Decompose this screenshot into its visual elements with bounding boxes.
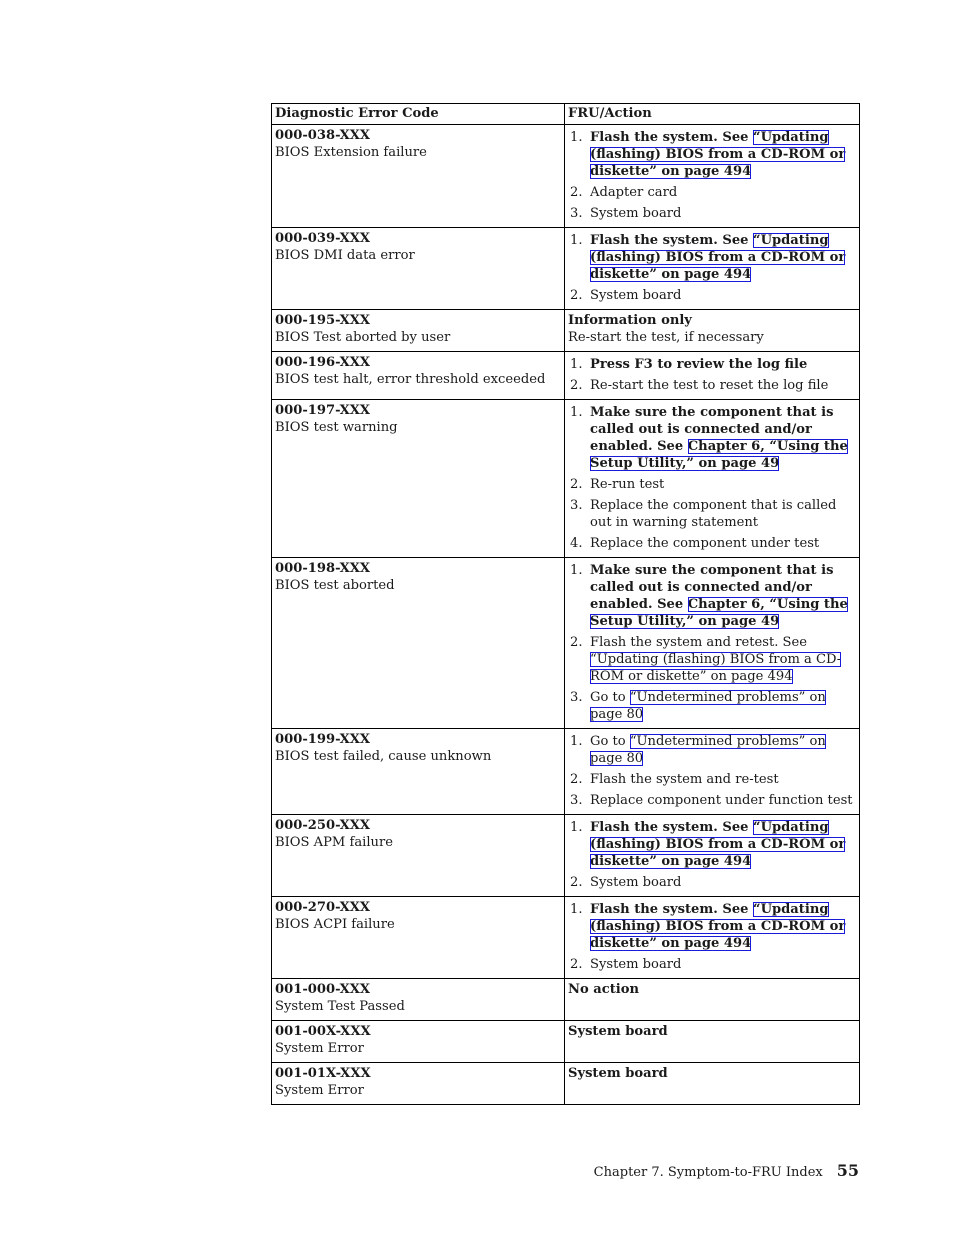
cross-reference-link[interactable]: “Updating (flashing) BIOS from a CD-ROM or diskette” on page 494 <box>590 233 846 282</box>
action-list <box>568 901 856 973</box>
action-text: System board <box>590 957 682 972</box>
action-text: Flash the system and re-test <box>590 772 779 787</box>
action-item <box>568 874 856 891</box>
action-heading: Information only <box>568 313 692 328</box>
action-text: Press F3 to review the log file <box>590 357 808 372</box>
table-row <box>272 310 860 352</box>
action-heading: No action <box>568 982 639 997</box>
action-heading: System board <box>568 1024 668 1039</box>
error-code-cell <box>272 815 565 897</box>
action-item <box>568 819 856 870</box>
action-text: Replace the component under test <box>590 536 820 551</box>
action-text: Make sure the component that is called out is connected and/or enabled. See <box>590 405 834 454</box>
action-text: System board <box>590 875 682 890</box>
action-number: 4. <box>570 536 583 551</box>
error-code: 000-038-XXX <box>275 128 371 143</box>
action-item <box>568 792 856 809</box>
error-code-cell <box>272 979 565 1021</box>
action-text: Flash the system. See <box>590 233 754 248</box>
error-description: BIOS DMI data error <box>275 248 415 263</box>
action-text: Replace the component that is called out in warning statement <box>590 498 837 530</box>
fru-action-cell <box>565 352 860 400</box>
action-text: Replace component under function test <box>590 793 853 808</box>
action-list <box>568 356 856 394</box>
cross-reference-link[interactable]: “Updating (flashing) BIOS from a CD-ROM or diskette” on page 494 <box>590 902 846 951</box>
table-row <box>272 897 860 979</box>
fru-action-cell <box>565 1021 860 1063</box>
action-list <box>568 232 856 304</box>
error-code-cell <box>272 228 565 310</box>
fru-action-cell <box>565 1063 860 1105</box>
error-description: System Error <box>275 1083 364 1098</box>
cross-reference-link[interactable]: “Undetermined problems” on page 80 <box>590 734 826 766</box>
fru-action-cell <box>565 558 860 729</box>
table-row <box>272 1063 860 1105</box>
action-number: 1. <box>570 820 583 835</box>
cross-reference-link[interactable]: Chapter 6, “Using the Setup Utility,” on page 49 <box>590 439 848 471</box>
error-code-cell <box>272 400 565 558</box>
action-item <box>568 562 856 630</box>
error-code: 000-250-XXX <box>275 818 371 833</box>
error-code: 000-270-XXX <box>275 900 371 915</box>
fru-action-cell <box>565 729 860 815</box>
error-description: BIOS APM failure <box>275 835 393 850</box>
action-text: Flash the system. See <box>590 902 754 917</box>
fru-action-cell <box>565 228 860 310</box>
table-body <box>272 125 860 1105</box>
page-number: 55 <box>836 1161 859 1180</box>
table-row <box>272 400 860 558</box>
error-code: 000-196-XXX <box>275 355 371 370</box>
cross-reference-link[interactable]: “Updating (flashing) BIOS from a CD-ROM or diskette” on page 494 <box>590 652 842 684</box>
action-item <box>568 634 856 685</box>
action-list <box>568 562 856 723</box>
error-code: 000-197-XXX <box>275 403 371 418</box>
action-note: Re-start the test, if necessary <box>568 330 764 345</box>
action-item <box>568 356 856 373</box>
table-row <box>272 979 860 1021</box>
page-footer <box>594 1161 859 1183</box>
action-text: Flash the system. See <box>590 820 754 835</box>
action-item <box>568 497 856 531</box>
action-list <box>568 733 856 809</box>
action-number: 3. <box>570 498 583 513</box>
action-text: Re-run test <box>590 477 665 492</box>
column-header-action: FRU/Action <box>565 104 860 125</box>
error-code: 001-00X-XXX <box>275 1024 371 1039</box>
action-item <box>568 956 856 973</box>
action-number: 2. <box>570 875 583 890</box>
error-description: BIOS Extension failure <box>275 145 427 160</box>
action-item <box>568 404 856 472</box>
action-text: Flash the system. See <box>590 130 754 145</box>
action-list <box>568 404 856 552</box>
error-code-cell <box>272 310 565 352</box>
fru-action-cell <box>565 979 860 1021</box>
action-item <box>568 476 856 493</box>
action-item <box>568 689 856 723</box>
action-text: System board <box>590 288 682 303</box>
action-item <box>568 535 856 552</box>
action-item <box>568 287 856 304</box>
error-description: BIOS test aborted <box>275 578 395 593</box>
table-row <box>272 1021 860 1063</box>
footer-chapter-title: Chapter 7. Symptom-to-FRU Index <box>593 1165 823 1180</box>
fru-action-cell <box>565 897 860 979</box>
action-item <box>568 129 856 180</box>
action-number: 2. <box>570 477 583 492</box>
action-text: System board <box>590 206 682 221</box>
action-list <box>568 819 856 891</box>
action-number: 2. <box>570 957 583 972</box>
error-code: 000-195-XXX <box>275 313 371 328</box>
action-text: Go to <box>590 690 630 705</box>
fru-action-cell <box>565 400 860 558</box>
error-code: 000-199-XXX <box>275 732 371 747</box>
action-number: 2. <box>570 635 583 650</box>
error-description: BIOS test halt, error threshold exceeded <box>275 372 546 387</box>
action-number: 3. <box>570 690 583 705</box>
fru-action-cell <box>565 310 860 352</box>
action-text: Go to <box>590 734 630 749</box>
action-item <box>568 901 856 952</box>
action-item <box>568 205 856 222</box>
table-header-row <box>272 104 860 125</box>
action-number: 1. <box>570 734 583 749</box>
action-item <box>568 771 856 788</box>
error-code-cell <box>272 352 565 400</box>
action-text: Adapter card <box>590 185 678 200</box>
action-item <box>568 184 856 201</box>
diagnostic-error-table <box>271 103 860 1105</box>
error-code: 000-039-XXX <box>275 231 371 246</box>
error-code-cell <box>272 1021 565 1063</box>
table-row <box>272 558 860 729</box>
cross-reference-link[interactable]: “Undetermined problems” on page 80 <box>590 690 826 722</box>
action-number: 3. <box>570 793 583 808</box>
action-text: Make sure the component that is called out is connected and/or enabled. See <box>590 563 834 612</box>
action-text: Re-start the test to reset the log file <box>590 378 829 393</box>
error-description: System Error <box>275 1041 364 1056</box>
error-code-cell <box>272 558 565 729</box>
error-code: 001-000-XXX <box>275 982 371 997</box>
error-code-cell <box>272 729 565 815</box>
action-number: 1. <box>570 563 583 578</box>
fru-action-cell <box>565 125 860 228</box>
action-number: 2. <box>570 185 583 200</box>
action-number: 2. <box>570 288 583 303</box>
table-row <box>272 815 860 897</box>
column-header-code: Diagnostic Error Code <box>272 104 565 125</box>
error-description: BIOS test warning <box>275 420 398 435</box>
table-row <box>272 729 860 815</box>
error-description: BIOS test failed, cause unknown <box>275 749 492 764</box>
cross-reference-link[interactable]: “Updating (flashing) BIOS from a CD-ROM or diskette” on page 494 <box>590 820 846 869</box>
error-description: System Test Passed <box>275 999 405 1014</box>
action-number: 1. <box>570 233 583 248</box>
error-code-cell <box>272 125 565 228</box>
action-heading: System board <box>568 1066 668 1081</box>
action-number: 1. <box>570 902 583 917</box>
error-code: 001-01X-XXX <box>275 1066 371 1081</box>
error-code-cell <box>272 1063 565 1105</box>
action-number: 1. <box>570 405 583 420</box>
action-item <box>568 733 856 767</box>
action-item <box>568 377 856 394</box>
table-row <box>272 125 860 228</box>
error-code-cell <box>272 897 565 979</box>
cross-reference-link[interactable]: “Updating (flashing) BIOS from a CD-ROM or diskette” on page 494 <box>590 130 846 179</box>
table-row <box>272 352 860 400</box>
error-description: BIOS ACPI failure <box>275 917 395 932</box>
action-item <box>568 232 856 283</box>
error-description: BIOS Test aborted by user <box>275 330 451 345</box>
table-row <box>272 228 860 310</box>
action-number: 2. <box>570 378 583 393</box>
action-number: 2. <box>570 772 583 787</box>
action-list <box>568 129 856 222</box>
fru-action-cell <box>565 815 860 897</box>
action-number: 1. <box>570 357 583 372</box>
cross-reference-link[interactable]: Chapter 6, “Using the Setup Utility,” on page 49 <box>590 597 848 629</box>
action-number: 1. <box>570 130 583 145</box>
action-number: 3. <box>570 206 583 221</box>
action-text: Flash the system and retest. See <box>590 635 807 650</box>
error-code: 000-198-XXX <box>275 561 371 576</box>
